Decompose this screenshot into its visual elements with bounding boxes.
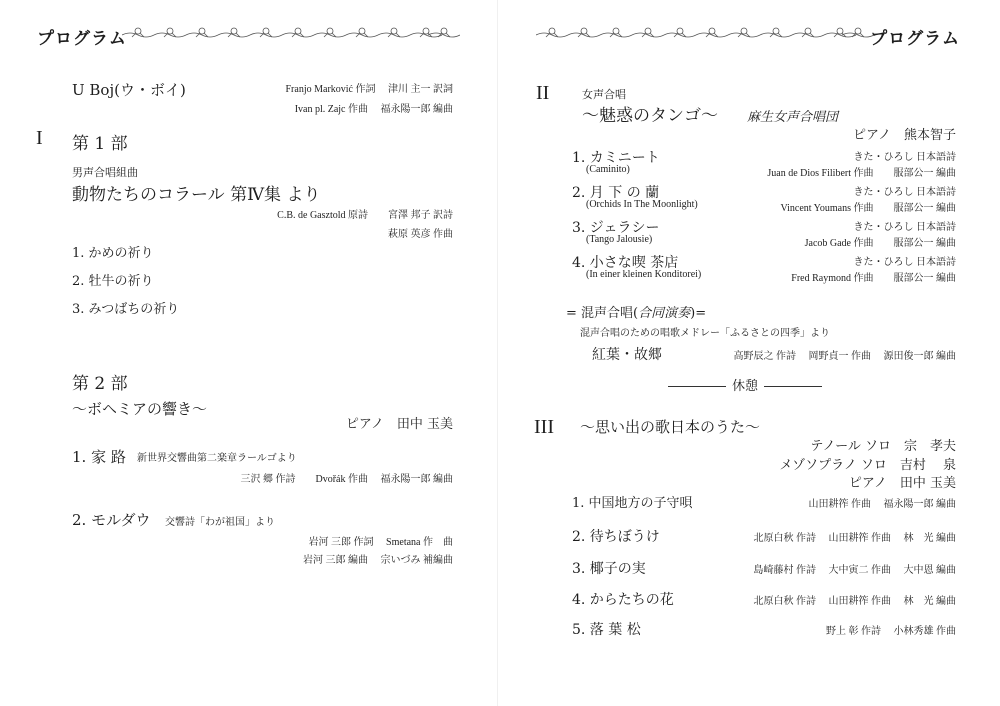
part1-item: 1. かめの祈り — [72, 246, 154, 261]
song-lyric: きた・ひろし 日本語詩 — [853, 257, 956, 268]
song-subtitle: (In einer kleinen Konditorei) — [586, 269, 702, 280]
song-title: 3. 椰子の実 — [572, 561, 646, 577]
part1-heading: 第 1 部 — [72, 134, 128, 154]
part1-credit-1: C.B. de Gasztold 原詩 宮澤 邦子 訳詩 — [277, 210, 453, 221]
joint-credit: 高野辰之 作詩 岡野貞一 作曲 源田俊一郎 編曲 — [733, 351, 956, 362]
song-lyric: きた・ひろし 日本語詩 — [853, 187, 956, 198]
roman-numeral-2: II — [536, 82, 550, 104]
song-title: 4. からたちの花 — [572, 592, 674, 608]
part1-genre: 男声合唱組曲 — [72, 166, 138, 179]
song-lyric: きた・ひろし 日本語詩 — [853, 152, 956, 163]
song-credit: 北原白秋 作詩 山田耕筰 作曲 林 光 編曲 — [753, 533, 956, 544]
song-credit: 三沢 郷 作詩 Dvořák 作曲 福永陽一郎 編曲 — [240, 474, 453, 485]
song-credit: 野上 彰 作詩 小林秀雄 作曲 — [826, 626, 956, 637]
song-title: 2. モルダウ — [72, 511, 151, 529]
song-credit: Jacob Gade 作曲 服部公一 編曲 — [804, 238, 956, 249]
ornament-border-icon — [122, 27, 460, 41]
part1-item: 2. 牡牛の祈り — [72, 274, 154, 289]
part2-piano: ピアノ 熊本智子 — [853, 128, 956, 143]
joint-heading-pre: = 混声合唱( — [566, 306, 639, 321]
performer: テノール ソロ 宗 孝夫 — [810, 439, 956, 454]
song-credit: 島崎藤村 作詩 大中寅二 作曲 大中恩 編曲 — [753, 565, 956, 576]
song-title: 5. 落 葉 松 — [572, 622, 641, 638]
divider-line — [764, 386, 822, 387]
part2-title: ～魅惑のタンゴ～ — [582, 106, 718, 126]
opening-credit-1: Franjo Marković 作詞 津川 主一 訳詞 — [285, 84, 453, 95]
roman-numeral-3: III — [534, 416, 554, 438]
song-credit: 岩河 三郎 作詞 Smetana 作 曲 — [308, 537, 453, 548]
part2-heading: 第 2 部 — [72, 374, 128, 394]
song-credit: 北原白秋 作詩 山田耕筰 作曲 林 光 編曲 — [753, 596, 956, 607]
song-title: 2. 待ちぼうけ — [572, 529, 660, 545]
opening-credit-2: Ivan pl. Zajc 作曲 福永陽一郎 編曲 — [294, 104, 453, 115]
joint-heading-post: )= — [690, 306, 707, 321]
song-note: 新世界交響曲第二楽章ラールゴより — [137, 453, 297, 464]
song-subtitle: (Tango Jalousie) — [586, 234, 653, 245]
song-credit: 岩河 三郎 編曲 宗いづみ 補編曲 — [303, 555, 453, 566]
song-title: 1. 家 路 — [72, 448, 126, 466]
joint-heading — [566, 302, 706, 321]
song-subtitle: (Caminito) — [586, 164, 630, 175]
part1-item: 3. みつばちの祈り — [72, 302, 180, 317]
opening-title: U Boj(ウ・ボイ) — [72, 81, 186, 99]
part1-credit-2: 萩原 英彦 作曲 — [388, 229, 453, 240]
song-title: 1. 中国地方の子守唄 — [572, 496, 693, 511]
performer: メゾソプラノ ソロ 吉村 泉 — [779, 458, 956, 473]
roman-numeral-1: I — [36, 127, 43, 149]
joint-subtitle: 混声合唱のための唱歌メドレー「ふるさとの四季」より — [580, 328, 830, 339]
song-title: 1. カミニート — [572, 150, 660, 166]
song-credit: Juan de Dios Filibert 作曲 服部公一 編曲 — [767, 168, 956, 179]
song-title: 2. 月 下 の 蘭 — [572, 185, 660, 201]
choir-name: 麻生女声合唱団 — [747, 110, 839, 125]
song-credit: Vincent Youmans 作曲 服部公一 編曲 — [780, 203, 956, 214]
part2-title: ～ボヘミアの響き～ — [72, 400, 208, 418]
header-title-right: プログラム — [870, 29, 960, 49]
joint-heading-italic: 合同演奏 — [638, 306, 691, 321]
song-credit: 山田耕筰 作曲 福永陽一郎 編曲 — [808, 499, 956, 510]
intermission — [662, 375, 828, 394]
part2-piano: ピアノ 田中 玉美 — [345, 417, 453, 432]
song-note: 交響詩「わが祖国」より — [165, 517, 275, 528]
divider-line — [668, 386, 726, 387]
part3-title: ～思い出の歌日本のうた～ — [580, 418, 761, 436]
part1-title: 動物たちのコラール 第Ⅳ集 より — [72, 185, 321, 205]
part2-genre: 女声合唱 — [582, 88, 626, 101]
header-title-left: プログラム — [37, 29, 127, 49]
joint-song: 紅葉・故郷 — [592, 347, 662, 363]
song-credit: Fred Raymond 作曲 服部公一 編曲 — [791, 273, 956, 284]
ornament-border-icon — [536, 27, 874, 41]
song-subtitle: (Orchids In The Moonlight) — [586, 199, 698, 210]
song-title: 4. 小さな喫 茶店 — [572, 255, 679, 271]
song-lyric: きた・ひろし 日本語詩 — [853, 222, 956, 233]
performer: ピアノ 田中 玉美 — [848, 476, 956, 491]
song-title: 3. ジェラシー — [572, 220, 660, 236]
right-page — [500, 0, 1000, 706]
intermission-label: 休憩 — [732, 379, 759, 394]
